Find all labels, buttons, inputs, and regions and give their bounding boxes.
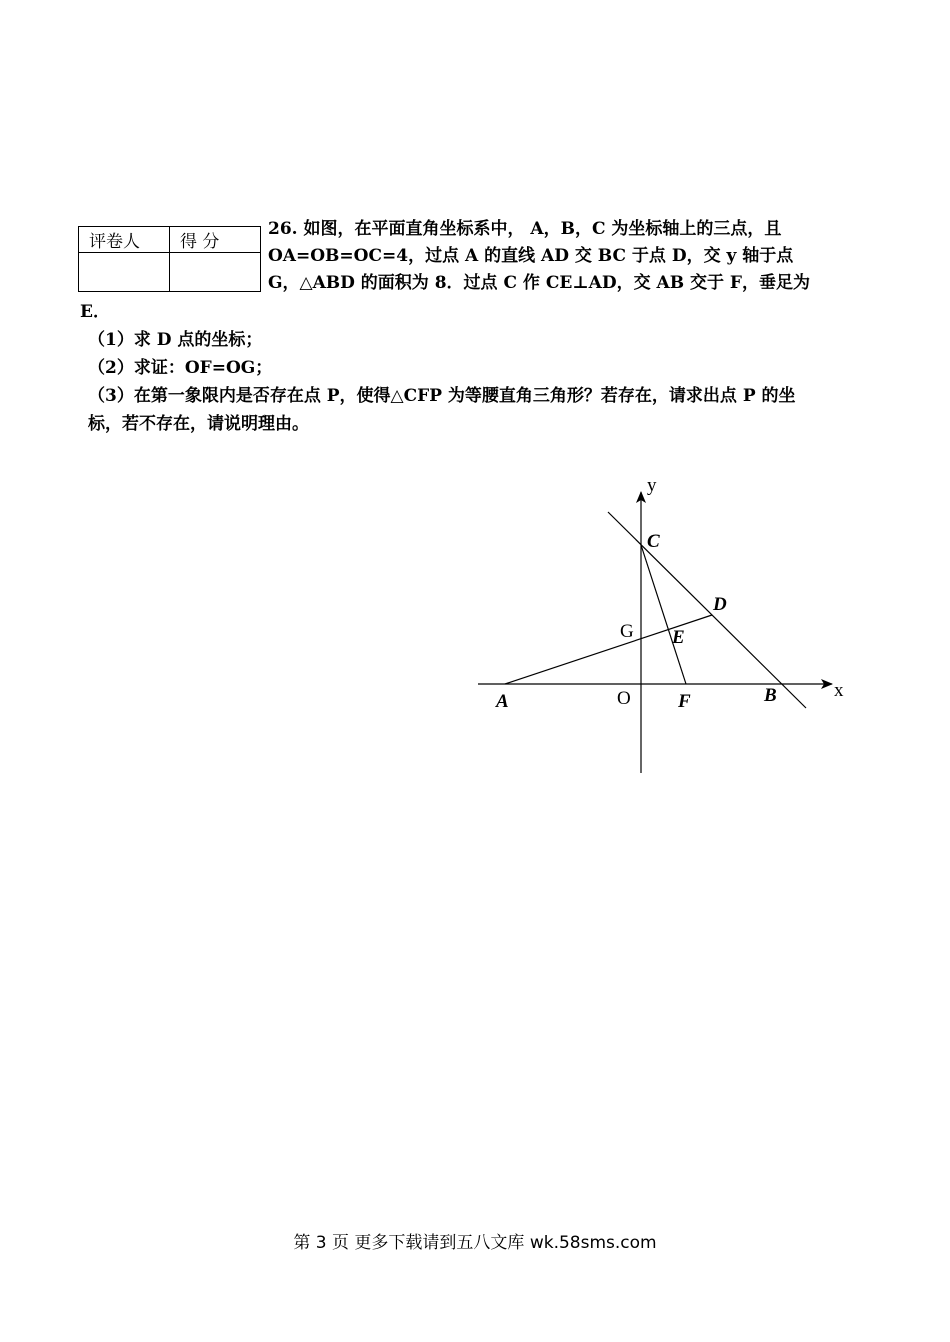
label-f: F: [678, 691, 691, 712]
score-label: 得 分: [170, 227, 261, 253]
question-line-1: 26. 如图，在平面直角坐标系中， A，B，C 为坐标轴上的三点，且: [268, 219, 782, 239]
part-2: （2）求证：OF=OG；: [88, 358, 273, 378]
question-line-2: OA=OB=OC=4，过点 A 的直线 AD 交 BC 于点 D，交 y 轴于点: [268, 246, 794, 266]
part-1: （1）求 D 点的坐标；: [88, 330, 263, 350]
label-e: E: [672, 627, 685, 648]
label-g: G: [620, 621, 634, 642]
part-3-line-1: （3）在第一象限内是否存在点 P，使得△CFP 为等腰直角三角形？若存在，请求出点 P 的坐: [88, 386, 796, 406]
score-box: [78, 226, 261, 292]
question-stem: [268, 216, 848, 297]
label-c: C: [647, 531, 660, 552]
page-footer: 第 3 页 更多下载请到五八文库 wk.58sms.com: [293, 1233, 657, 1253]
part-3-line-2: 标，若不存在，请说明理由。: [88, 414, 309, 434]
reviewer-label: 评卷人: [79, 227, 170, 253]
question-line-3: G，△ABD 的面积为 8．过点 C 作 CE⊥AD，交 AB 交于 F，垂足为: [268, 273, 810, 293]
coordinate-figure: [470, 470, 860, 790]
question-body: [80, 298, 878, 438]
label-y: y: [647, 475, 657, 496]
label-a: A: [496, 691, 509, 712]
reviewer-cell: [79, 253, 170, 292]
score-cell: [170, 253, 261, 292]
label-x: x: [834, 680, 844, 701]
label-b: B: [764, 685, 777, 706]
line-bc: [608, 512, 806, 708]
label-o: O: [617, 688, 631, 709]
label-d: D: [713, 594, 727, 615]
question-line-4: E．: [80, 302, 110, 322]
line-cf: [641, 545, 686, 684]
line-ad: [505, 615, 712, 684]
